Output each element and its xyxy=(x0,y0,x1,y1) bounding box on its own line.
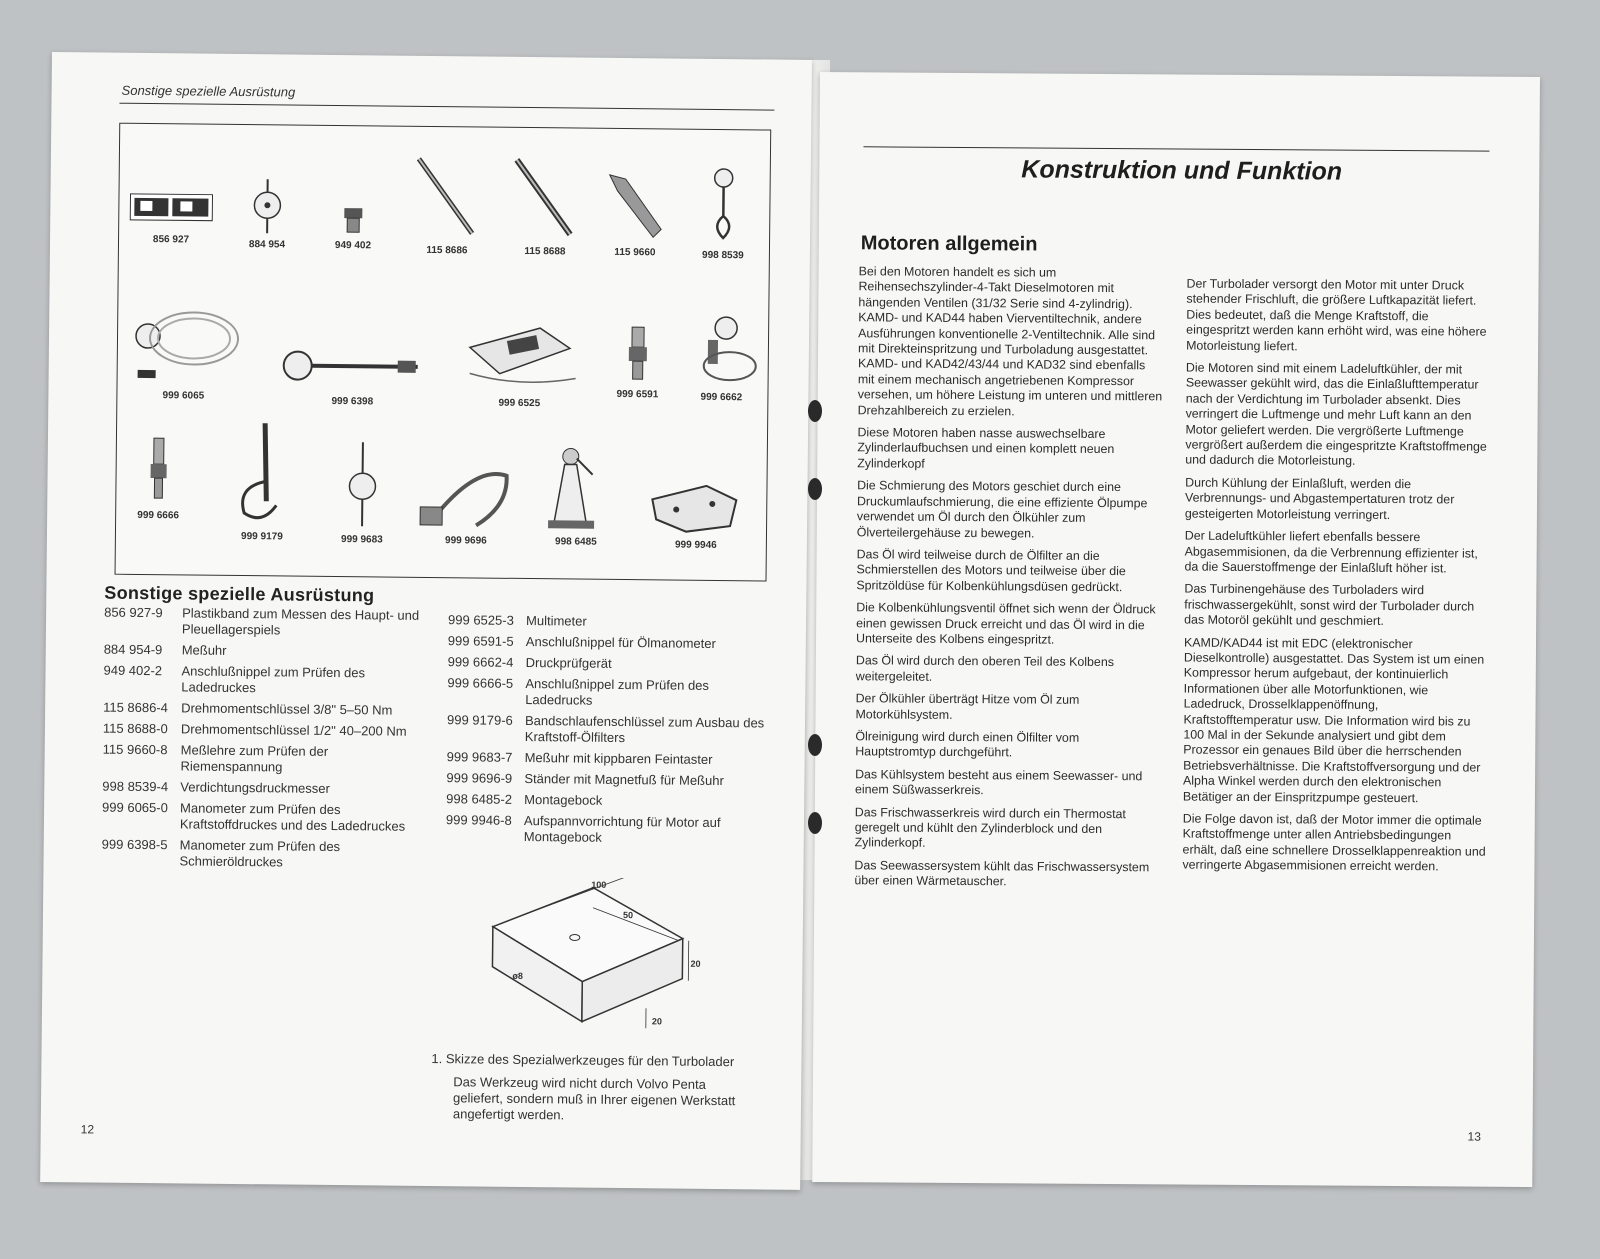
part-number: 115 8686-4 xyxy=(103,699,169,716)
dimension-height: 20 xyxy=(690,958,701,969)
title-rule xyxy=(863,146,1489,151)
part-description: Multimeter xyxy=(525,612,587,629)
magnetic-stand-icon xyxy=(416,455,517,532)
tool-number: 949 402 xyxy=(334,239,372,252)
paragraph: Die Folge davon ist, daß der Motor immer die optimale Kraftstoffmenge unter allen Antriebsbedingungen erhält, daß eine schnellere Drosselklappenreaktion und verringerte Abgasemmisionen erreicht werden. xyxy=(1182,811,1486,874)
dial-gauge-icon xyxy=(242,177,293,236)
part-number: 999 6591-5 xyxy=(447,633,514,649)
equipment-item xyxy=(102,800,422,835)
equipment-item xyxy=(448,633,768,652)
paragraph: Das Kühlsystem besteht aus einem Seewasser- und einem Süßwasserkreis. xyxy=(854,767,1143,798)
equipment-item xyxy=(447,712,767,747)
part-description: Aufspannvorrichtung für Motor auf Montagebock xyxy=(523,812,721,845)
section-heading: Motoren allgemein xyxy=(860,232,1038,256)
equipment-item xyxy=(446,791,766,810)
tool-number: 115 9660 xyxy=(614,246,656,259)
equipment-item xyxy=(101,837,421,872)
tool-manometer-fuel xyxy=(123,296,244,402)
tool-belt-gauge xyxy=(589,171,682,259)
manometer-oil-icon xyxy=(277,341,428,393)
sketch-note: Das Werkzeug wird nicht durch Volvo Penta geliefert, sondern muß in Ihrer eigenen Werkstatt angefertigt werden. xyxy=(452,1074,736,1123)
section-title: Sonstige spezielle Ausrüstung xyxy=(104,582,375,606)
part-number: 999 6666-5 xyxy=(447,675,514,691)
part-description: Meßlehre zum Prüfen der Riemenspannung xyxy=(180,742,329,775)
part-description: Manometer zum Prüfen des Kraftstoffdruckes und des Ladedruckes xyxy=(179,800,406,834)
part-description: Anschlußnippel für Ölmanometer xyxy=(525,633,716,651)
part-description: Montagebock xyxy=(524,791,603,808)
equipment-item xyxy=(448,654,768,673)
page-number: 13 xyxy=(1467,1129,1481,1144)
part-description: Meßuhr xyxy=(181,642,227,658)
tool-assembly-stand xyxy=(530,444,623,548)
header-rule xyxy=(119,103,774,111)
tool-nipple xyxy=(307,206,399,252)
tool-dial-gauge-tilt xyxy=(316,440,409,546)
part-number: 999 6398-5 xyxy=(101,836,168,853)
equipment-item xyxy=(447,749,767,768)
dial-gauge-icon xyxy=(342,440,383,530)
part-number: 856 927-9 xyxy=(104,604,163,621)
part-description: Anschlußnippel zum Prüfen des Ladedrucks xyxy=(525,675,710,708)
equipment-item xyxy=(103,721,423,740)
tool-number: 998 8539 xyxy=(701,249,744,262)
charge-nipple-icon xyxy=(143,436,174,506)
torque-wrench-icon xyxy=(510,156,581,243)
chapter-title: Konstruktion und Funktion xyxy=(1021,155,1343,186)
tool-number: 999 9683 xyxy=(340,534,383,546)
part-number: 949 402-2 xyxy=(103,662,163,679)
part-description: Drehmomentschlüssel 3/8" 5–50 Nm xyxy=(181,700,393,718)
turbo-tool-sketch xyxy=(482,877,704,1049)
paragraph: Die Kolbenkühlungsventil öffnet sich wenn der Öldruck einen gewissen Druck erreicht und das Öl wird in die Unterseite des Kolbens eingespritzt. xyxy=(855,600,1156,647)
paragraph: KAMD/KAD44 ist mit EDC (elektronischer Dieselkontrolle) ausgestattet. Das System ist um einen Kompressor herum aufgebaut, der kontinuierlich Informationen über alle Motorfunktionen, wie Ladedruck, Drosselklappenöffnung, Kraftstofftemperatur usw. Die Information wird bis zu 100 Mal in der Sekunde analysiert und gibt dem Prozessor ein genaues Bild über die herrschenden Betriebsverhältnisse. Die Kraftstoffversorgung und der Alpha Winkel werden durch den elektronischen Betätiger an der Einspritzpumpe gesteuert. xyxy=(1182,635,1485,805)
text-column-right xyxy=(1182,277,1492,883)
paragraph: Die Schmierung des Motors geschiet durch eine Druckumlaufschmierung, die eine effiziente Ölpumpe verwendet um Öl durch den Ölkühler zum Ölverteilergehäuse zu bewegen. xyxy=(856,478,1148,541)
tool-oil-nipple xyxy=(591,325,684,401)
paragraph: Ölreinigung wird durch einen Ölfilter vom Hauptstromtyp durchgeführt. xyxy=(855,729,1080,760)
tool-number: 999 6065 xyxy=(162,390,205,402)
tool-dial-gauge xyxy=(221,177,314,251)
text-column-left xyxy=(854,264,1164,898)
tool-number: 999 6525 xyxy=(498,397,541,410)
part-description: Drehmomentschlüssel 1/2" 40–200 Nm xyxy=(180,721,407,739)
equipment-item xyxy=(102,742,422,777)
tool-number: 856 927 xyxy=(152,234,190,246)
part-number: 999 9683-7 xyxy=(446,749,513,765)
equipment-list-right xyxy=(446,612,768,852)
binder-hole xyxy=(808,734,822,756)
tool-compression-tester xyxy=(677,166,770,262)
equipment-item xyxy=(446,812,766,847)
tool-manometer-oil xyxy=(277,341,428,408)
tool-number: 884 954 xyxy=(248,239,286,251)
tool-number: 998 6485 xyxy=(554,536,597,548)
part-number: 999 6525-3 xyxy=(447,612,514,628)
binder-hole xyxy=(808,478,822,500)
equipment-item xyxy=(104,642,424,661)
paragraph: Das Öl wird durch den oberen Teil des Kolbens weitergeleitet. xyxy=(855,653,1114,684)
belt-gauge-icon xyxy=(603,171,668,244)
part-number: 999 6662-4 xyxy=(447,654,514,670)
right-page xyxy=(812,72,1540,1187)
tool-charge-nipple xyxy=(112,436,205,522)
part-description: Verdichtungsdruckmesser xyxy=(180,779,330,796)
assembly-stand-icon xyxy=(546,444,607,533)
part-number: 999 9696-9 xyxy=(446,770,513,786)
left-page xyxy=(40,52,812,1190)
manometer-hose-icon xyxy=(124,296,245,387)
binder-hole xyxy=(808,812,822,834)
equipment-item xyxy=(446,770,766,789)
paragraph: Der Turbolader versorgt den Motor mit unter Druck stehender Frischluft, die größere Luftkapazität liefert. Dies bedeutet, daß die Menge Kraftstoff, die eingespritzt werden kann erhöht wird, was eine höhere Motorleistung liefert. xyxy=(1186,276,1487,353)
paragraph: Das Öl wird teilweise durch de Ölfilter an die Schmierstellen des Motors und teilweise über die Spritzöldüse für Kolbenkühlungsdüsen gedrückt. xyxy=(856,547,1126,594)
tool-number: 115 8686 xyxy=(426,244,468,257)
paragraph: Durch Kühlung der Einlaßluft, werden die Verbrennungs- und Abgastempertaturen trotz der gesteigerten Motorleistung verringert. xyxy=(1184,475,1455,522)
paragraph: Der Ladeluftkühler liefert ebenfalls bessere Abgasemmisionen, da die Verbrennung effizienter ist, da die Sauerstoffmenge der Einlaßluft höher ist. xyxy=(1184,528,1478,576)
tool-number: 999 6666 xyxy=(137,509,180,522)
equipment-list-left xyxy=(101,605,424,877)
part-number: 998 8539-4 xyxy=(102,778,169,795)
multimeter-icon xyxy=(459,317,580,394)
compression-tester-icon xyxy=(703,166,744,246)
mounting-fixture-icon xyxy=(646,479,747,536)
dimension-length: 100 xyxy=(591,879,607,890)
part-number: 884 954-9 xyxy=(103,641,163,658)
paragraph: Das Turbinengehäuse des Turboladers wird frischwassergekühlt, sonst wird der Turbolader durch das Motoröl gekühlt und geschmiert. xyxy=(1184,581,1475,629)
part-number: 115 9660-8 xyxy=(102,741,168,758)
tool-number: 115 8688 xyxy=(524,245,566,258)
tool-torque-wrench-small xyxy=(401,155,494,257)
tool-pressure-tester xyxy=(675,312,768,404)
dimension-offset: 50 xyxy=(622,910,634,921)
page-number: 12 xyxy=(80,1122,95,1137)
part-description: Druckprüfgerät xyxy=(525,654,612,671)
equipment-item xyxy=(103,663,423,698)
tool-number: 999 9179 xyxy=(241,531,283,543)
part-number: 999 9179-6 xyxy=(446,712,513,728)
binder-hole xyxy=(808,400,822,422)
dimension-depth: 20 xyxy=(651,1016,662,1027)
part-number: 999 6065-0 xyxy=(102,799,168,816)
part-number: 115 8688-0 xyxy=(102,720,168,737)
paragraph: Das Frischwasserkreis wird durch ein Thermostat geregelt und kühlt den Zylinderblock und den Zylinderkopf. xyxy=(854,804,1126,851)
sketch-caption: 1. Skizze des Spezialwerkzeuges für den Turbolader xyxy=(431,1051,735,1070)
tool-number: 999 6662 xyxy=(700,391,743,404)
tool-number: 999 9946 xyxy=(674,539,717,551)
part-description: Anschlußnippel zum Prüfen des Ladedruckes xyxy=(181,663,366,696)
equipment-item xyxy=(448,612,768,631)
paragraph: Bei den Motoren handelt es sich um Reihensechszylinder-4-Takt Dieselmotoren mit hängenden Ventilen (31/32 Serie sind 4-zylindrig). KAMD- und KAD44 haben Vierventiltechnik, andere Ausführungen konventionelle 2-Ventiltechnik. Alle sind mit Direkteinspritzung und Turboladung ausgestattet. KAMD- und KAD42/43/44 und KAD32 sind ebenfalls mit einem mechanisch angetriebenen Kompressor versehen, um höhere Leistung im unteren und mittleren Drehzahlbereich zu erzielen. xyxy=(857,264,1163,419)
part-description: Manometer zum Prüfen des Schmieröldruckes xyxy=(179,837,341,870)
part-description: Bandschlaufenschlüssel zum Ausbau des Kraftstoff-Ölfilters xyxy=(524,712,765,746)
part-number: 998 6485-2 xyxy=(446,791,513,807)
equipment-item xyxy=(102,779,422,798)
tool-multimeter xyxy=(459,317,580,409)
tool-torque-wrench-large xyxy=(499,156,592,258)
paragraph: Diese Motoren haben nasse auswechselbare Zylinderlaufbuchsen und einen komplett neuen Zylinderkopf xyxy=(857,425,1115,471)
part-description: Ständer mit Magnetfuß für Meßuhr xyxy=(524,770,724,789)
part-number: 999 9946-8 xyxy=(445,812,512,828)
paragraph: Die Motoren sind mit einem Ladeluftkühler, der mit Seewasser gekühlt wird, das die Einlaßlufttemperatur nach der Verdichtung im Turbolader absenkt. Dies verringert die Luftmenge und mehr Luft kann an den Motor geliefert werden. Die vergrößerte Luftmenge vergrößert außerdem die eingespritzte Kraftstoffmenge und dadurch die Motorleistung. xyxy=(1185,360,1487,469)
tool-magnetic-stand xyxy=(416,455,517,547)
equipment-item xyxy=(103,700,423,719)
tool-plastic-strip xyxy=(125,186,218,246)
tool-number: 999 6591 xyxy=(616,388,659,401)
running-head: Sonstige spezielle Ausrüstung xyxy=(121,82,296,100)
tool-number: 999 6398 xyxy=(331,395,374,408)
part-description: Meßuhr mit kippbaren Feintaster xyxy=(524,749,713,767)
torque-wrench-icon xyxy=(412,155,483,242)
nipple-icon xyxy=(338,206,368,236)
paragraph: Der Ölkühler überträgt Hitze vom Öl zum Motorkühlsystem. xyxy=(855,691,1080,722)
tool-strap-wrench xyxy=(216,421,309,543)
tool-mounting-fixture xyxy=(646,479,747,551)
part-description: Plastikband zum Messen des Haupt- und Pleuellagerspiels xyxy=(181,605,420,638)
strap-wrench-icon xyxy=(232,421,293,528)
tool-number: 999 9696 xyxy=(444,535,487,547)
plastic-strip-icon xyxy=(128,186,214,231)
oil-nipple-icon xyxy=(623,325,654,385)
tool-illustration-frame xyxy=(115,123,772,582)
pressure-tester-icon xyxy=(682,312,763,389)
equipment-item xyxy=(447,675,767,710)
dimension-hole: ø8 xyxy=(512,970,523,981)
paragraph: Das Seewassersystem kühlt das Frischwassersystem über einen Wärmetauscher. xyxy=(854,858,1150,889)
equipment-item xyxy=(104,605,424,640)
